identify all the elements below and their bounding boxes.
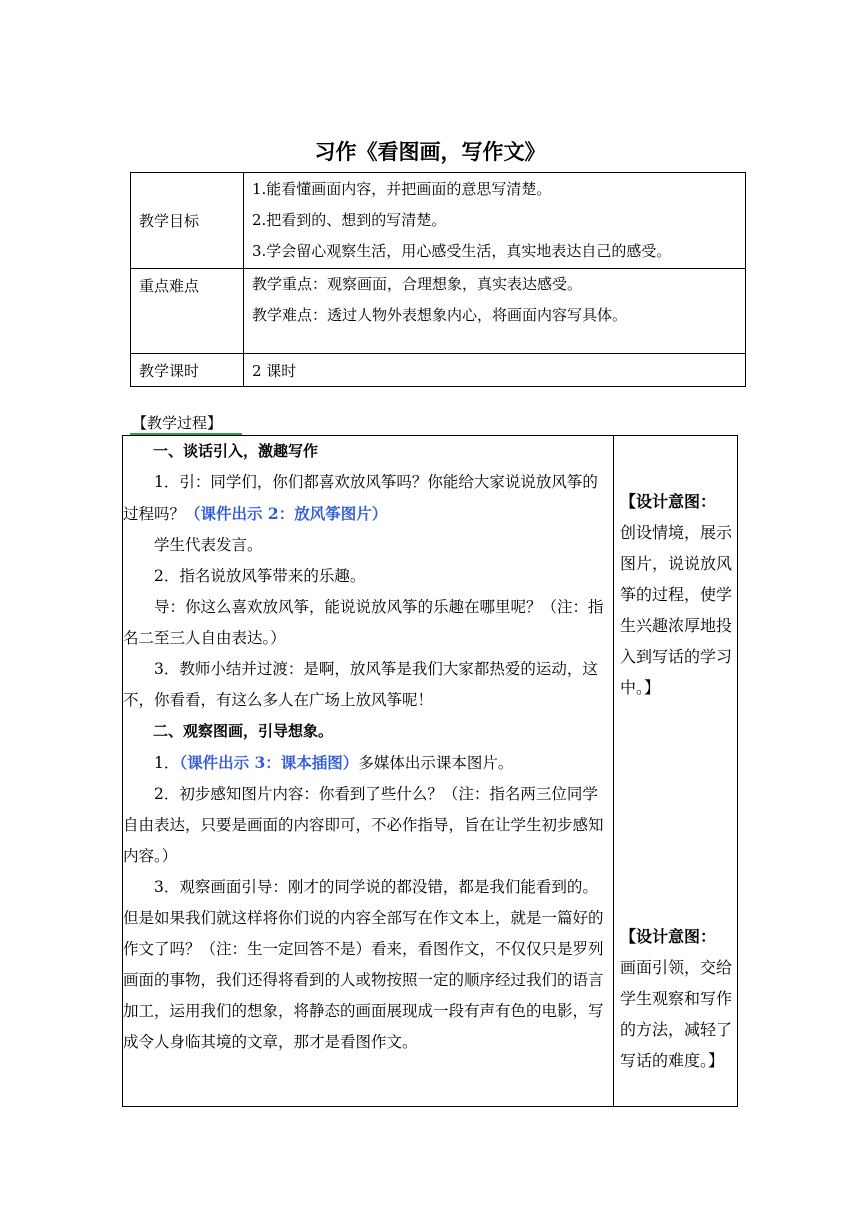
s2-p1-text: 多媒体出示课本图片。 — [358, 754, 514, 772]
goals-row — [131, 173, 746, 269]
process-row — [123, 436, 738, 1107]
section2-title: 二、观察图画，引导想象。 — [153, 722, 334, 740]
process-table — [122, 435, 738, 1107]
s1-paragraph: 学生代表发言。 — [154, 536, 263, 554]
goals-cell — [244, 173, 746, 269]
process-header: 【教学过程】 — [132, 414, 223, 432]
goal-item: 3.学会留心观察生活，用心感受生活，真实地表达自己的感受。 — [252, 242, 672, 260]
key-point-item: 教学难点：透过人物外表想象内心，将画面内容写具体。 — [252, 306, 628, 324]
s2-p1-num: 1． — [154, 754, 180, 772]
design-intent-column — [614, 436, 738, 1107]
s1-paragraph: 导：你这么喜欢放风筝，能说说放风筝的乐趣在哪里呢？（注：指名二至三人自由表达。） — [123, 598, 604, 647]
hours-label: 教学课时 — [131, 354, 244, 387]
goals-label: 教学目标 — [131, 173, 244, 269]
s2-paragraph: 2．初步感知图片内容：你看到了些什么？（注：指名两三位同学自由表达，只要是画面的内容即可，不必作指导，旨在让学生初步感知内容。） — [123, 785, 604, 865]
design-intent-body: 创设情境，展示图片，说说放风筝的过程，使学生兴趣浓厚地投入到写话的学习中。】 — [620, 523, 733, 697]
s1-p1-text: 1．引：同学们，你们都喜欢放风筝吗？你能给大家说说放风筝的过程吗？ — [123, 473, 598, 523]
page-title: 习作《看图画，写作文》 — [314, 140, 546, 164]
goal-item: 2.把看到的、想到的写清楚。 — [252, 211, 447, 229]
key-points-row — [131, 269, 746, 354]
hours-value: 2 课时 — [244, 354, 746, 387]
process-content — [123, 436, 614, 1107]
design-intent-note-1 — [620, 486, 733, 703]
s2-paragraph — [123, 747, 613, 779]
lesson-info-table — [130, 172, 746, 387]
design-intent-title: 【设计意图： — [620, 492, 717, 511]
courseware-note: （课件出示 2：放风筝图片） — [185, 504, 388, 523]
s1-paragraph: 3．教师小结并过渡：是啊，放风筝是我们大家都热爱的运动，这不，你看看，有这么多人在广场上放风筝呢！ — [123, 660, 598, 709]
key-point-item: 教学重点：观察画面，合理想象，真实表达感受。 — [252, 275, 583, 293]
s2-paragraph: 3．观察画面引导：刚才的同学说的都没错，都是我们能看到的。但是如果我们就这样将你们说的内容全部写在作文本上，就是一篇好的作文了吗？（注：生一定回答不是）看来，看图作文，不仅仅只是罗列画面的事物，我们还得将看到的人或物按照一定的顺序经过我们的语言加工，运用我们的想象，将静态的画面展现成一段有声有色的电影，写成令人身临其境的文章，那才是看图作文。 — [123, 878, 604, 1051]
key-points-cell — [244, 269, 746, 354]
hours-row — [131, 354, 746, 387]
design-intent-title: 【设计意图： — [620, 927, 717, 946]
section1-title: 一、谈话引入，激趣写作 — [153, 442, 319, 460]
courseware-note: （课件出示 3：课本插图） — [179, 753, 359, 772]
goal-item: 1.能看懂画面内容，并把画面的意思写清楚。 — [252, 180, 552, 198]
s1-paragraph: 2．指名说放风筝带来的乐趣。 — [154, 567, 366, 585]
key-points-label: 重点难点 — [131, 269, 244, 354]
design-intent-body: 画面引领，交给学生观察和写作的方法，减轻了写话的难度。】 — [620, 958, 733, 1070]
design-intent-note-2 — [620, 921, 733, 1076]
s1-paragraph — [123, 467, 613, 530]
